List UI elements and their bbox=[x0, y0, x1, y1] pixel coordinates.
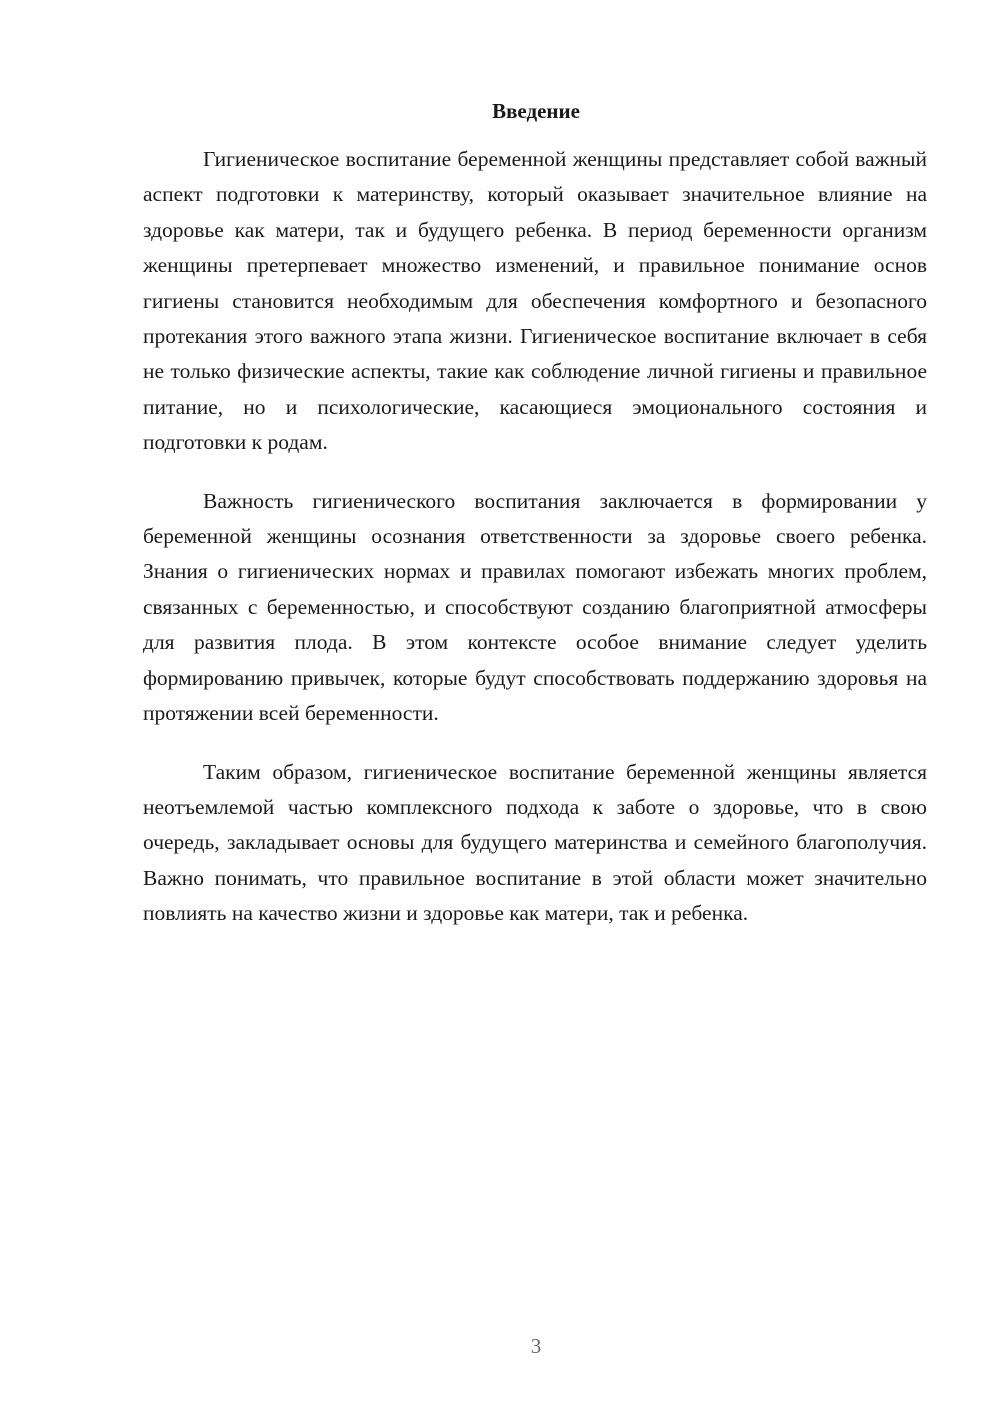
paragraph-3: Таким образом, гигиеническое воспитание беременной женщины является неотъемлемой частью комплексного подхода к заботе о здоровье, что в свою очередь, закладывает основы для будущего материнства и семейного благополучия. Важно понимать, что правильное воспитание в этой области может значительно повлиять на качество жизни и здоровье как матери, так и ребенка. bbox=[143, 759, 927, 926]
paragraph-1: Гигиеническое воспитание беременной женщины представляет собой важный аспект подготовки к материнству, который оказывает значительное влияние на здоровье как матери, так и будущего ребенка. В период беременности организм женщины претерпевает множество изменений, и правильное понимание основ гигиены становится необходимым для обеспечения комфортного и безопасного протекания этого важного этапа жизни. Гигиеническое воспитание включает в себя не только физические аспекты, такие как соблюдение личной гигиены и правильное питание, но и психологические, касающиеся эмоционального состояния и подготовки к родам. bbox=[143, 147, 927, 455]
paragraph-2: Важность гигиенического воспитания заключается в формировании у беременной женщины осознания ответственности за здоровье своего ребенка. Знания о гигиенических нормах и правилах помогают избежать многих проблем, связанных с беременностью, и способствуют созданию благоприятной атмосферы для развития плода. В этом контексте особое внимание следует уделить формированию привычек, которые будут способствовать поддержанию здоровья на протяжении всей беременности. bbox=[143, 488, 927, 726]
page-number: 3 bbox=[530, 1334, 542, 1358]
body-text bbox=[143, 142, 927, 955]
page-title: Введение bbox=[492, 99, 580, 123]
